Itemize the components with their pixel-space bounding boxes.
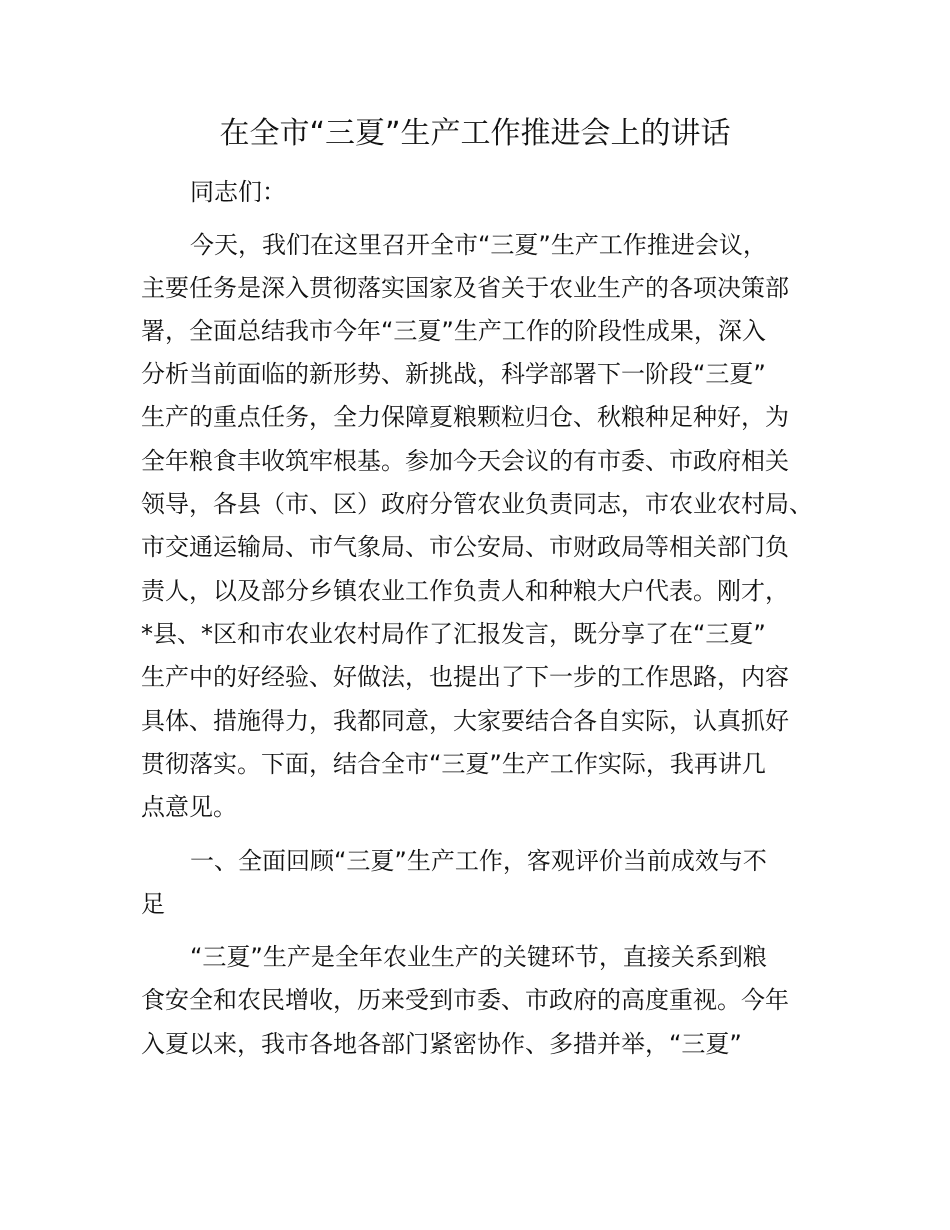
paragraph1-line: 分析当前面临的新形势、新挑战，科学部署下一阶段“三夏” [141,360,766,388]
paragraph1-line: 主要任务是深入贯彻落实国家及省关于农业生产的各项决策部 [141,274,789,302]
paragraph1-line: *县、*区和市农业农村局作了汇报发言，既分享了在“三夏” [141,620,766,648]
section-heading-line: 足 [141,890,165,918]
paragraph1-line: 具体、措施得力，我都同意，大家要结合各自实际，认真抓好 [141,707,789,735]
paragraph2-line: 入夏以来，我市各地各部门紧密协作、多措并举，“三夏” [141,1030,742,1058]
greeting: 同志们： [190,178,286,206]
paragraph2-line: “三夏”生产是全年农业生产的关键环节，直接关系到粮 [190,943,767,971]
paragraph1-line: 全年粮食丰收筑牢根基。参加今天会议的有市委、市政府相关 [141,447,789,475]
paragraph1-line: 署，全面总结我市今年“三夏”生产工作的阶段性成果，深入 [141,317,766,345]
paragraph1-line: 领导，各县（市、区）政府分管农业负责同志，市农业农村局、 [141,490,813,518]
paragraph1-line: 市交通运输局、市气象局、市公安局、市财政局等相关部门负 [141,533,789,561]
paragraph1-line: 生产中的好经验、好做法，也提出了下一步的工作思路，内容 [141,663,789,691]
paragraph2-line: 食安全和农民增收，历来受到市委、市政府的高度重视。今年 [141,986,789,1014]
document-title: 在全市“三夏”生产工作推进会上的讲话 [219,116,731,151]
paragraph1-line: 生产的重点任务，全力保障夏粮颗粒归仓、秋粮种足种好，为 [141,403,789,431]
paragraph1-line: 责人，以及部分乡镇农业工作负责人和种粮大户代表。刚才， [141,577,789,605]
paragraph1-line: 点意见。 [141,793,237,821]
paragraph1-line: 今天，我们在这里召开全市“三夏”生产工作推进会议， [190,231,767,259]
paragraph1-line: 贯彻落实。下面，结合全市“三夏”生产工作实际，我再讲几 [141,750,766,778]
section-heading-line: 一、全面回顾“三夏”生产工作，客观评价当前成效与不 [190,847,767,875]
